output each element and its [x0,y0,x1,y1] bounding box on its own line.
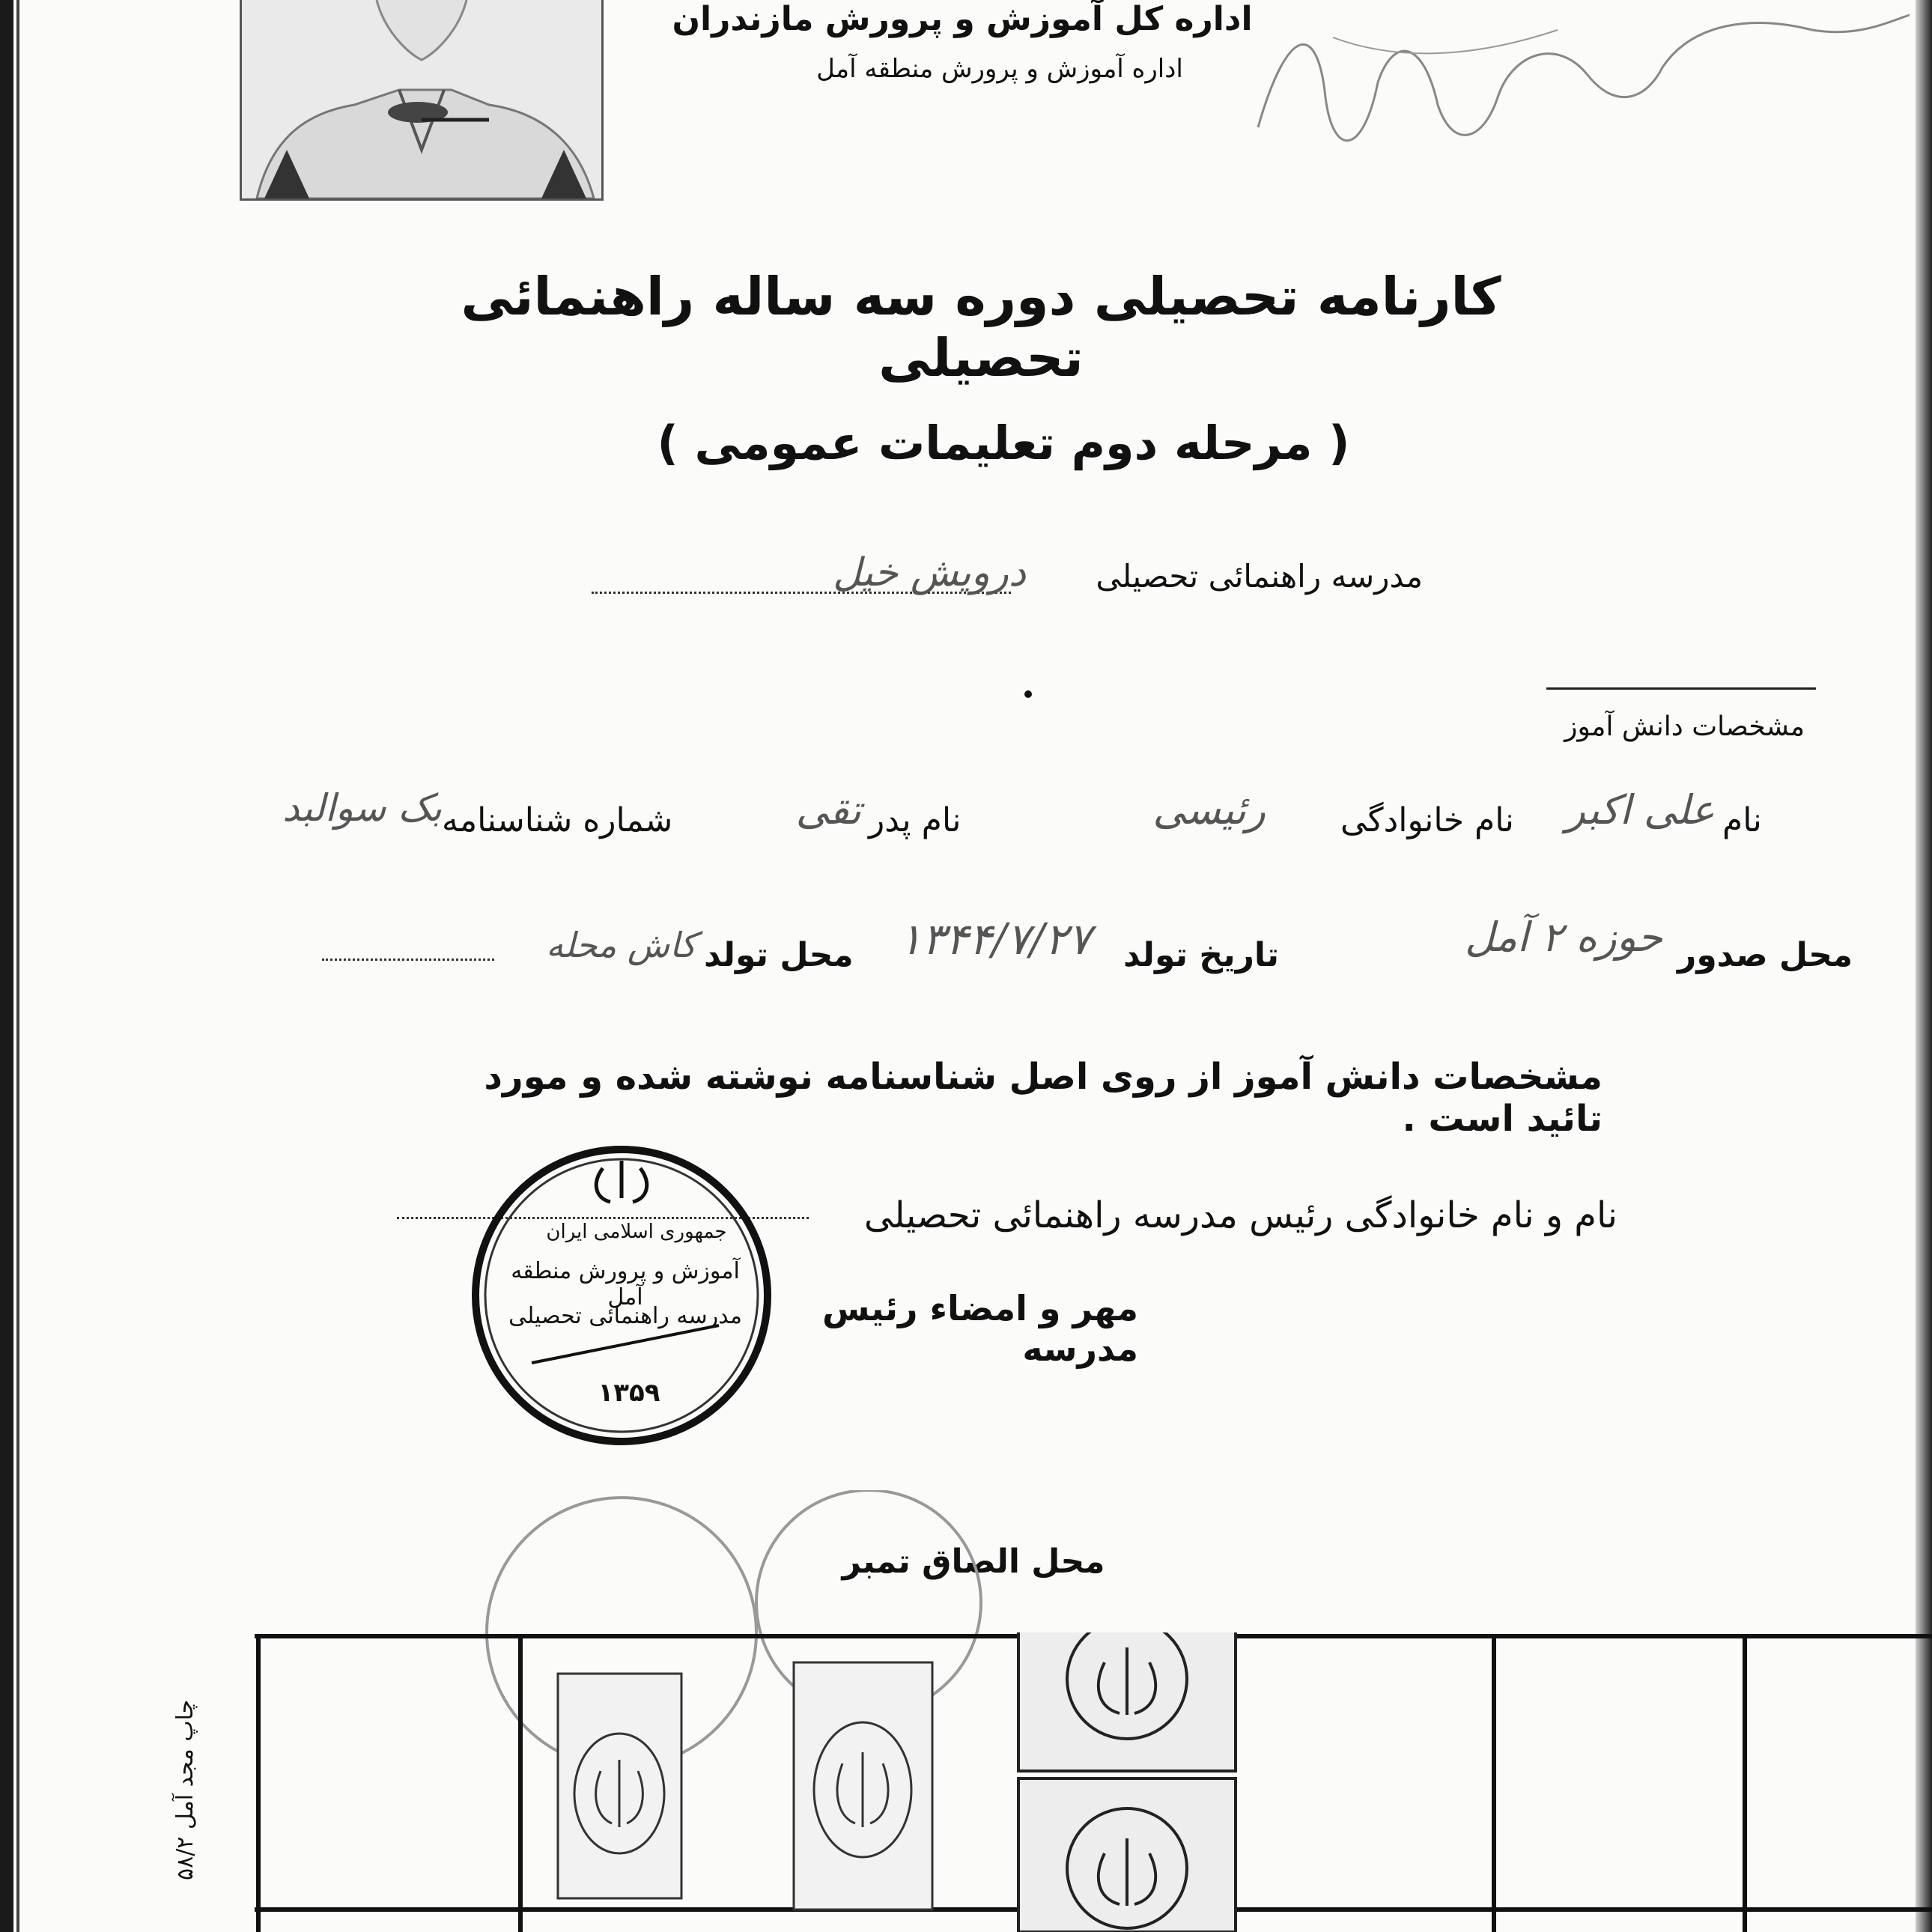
school-label: مدرسه راهنمائی تحصیلی [1096,558,1423,595]
handwriting-scribble [1243,7,1917,172]
birthdate-label: تاریخ تولد [1123,936,1279,974]
page-subtitle: ( مرحله دوم تعلیمات عمومی ) [657,416,1350,470]
name-value: علی اکبر [1565,786,1715,833]
family-value: رئیسی [1152,786,1266,833]
stamp-year: ۱۳۵۹ [598,1378,660,1408]
emblem-icon [596,1161,646,1202]
id-number-label: شماره شناسنامه [442,801,673,839]
birthdate-value: ۱۳۴۴/۷/۲۷ [899,914,1092,965]
father-label: نام پدر [869,801,962,839]
official-round-stamp [449,1138,794,1453]
father-value: تقی [795,786,861,833]
page-title: کارنامه تحصیلی دوره سه ساله راهنمائی تحصیلی [461,266,1501,389]
stamp-line-3: مدرسه راهنمائی تحصیلی [508,1303,742,1329]
revenue-stamp-icon [1018,1778,1236,1932]
school-value: درویش خیل [833,550,1026,595]
issue-place-label: محل صدور [1677,936,1853,974]
handwritten-note-top-right [1243,7,1917,172]
scan-edge-left [0,0,13,1932]
bullet-dot [1024,690,1032,698]
stamp-line-2: آموزش و پرورش منطقه آمل [511,1258,740,1310]
printer-code: چاپ مجد آمل ۵۸/۲ [172,1700,198,1881]
header-line-2: اداره آموزش و پرورش منطقه آمل [816,54,1183,84]
portrait-illustration [242,0,601,198]
section-overline [1546,687,1816,690]
header-line-1: اداره کل آموزش و پرورش مازندران [672,0,1253,38]
id-number-value: بک سوالبد [282,786,442,830]
scan-edge-left-inner [16,0,19,1932]
signature-label: مهر و امضاء رئیس مدرسه [821,1288,1138,1369]
revenue-stamp-icon [1018,1632,1236,1771]
stamp-line-1: جمهوری اسلامی ایران [546,1221,727,1243]
family-label: نام خانوادگی [1340,801,1514,839]
issue-place-value: حوزه ۲ آمل [1465,914,1662,961]
confirmation-statement: مشخصات دانش آموز از روی اصل شناسنامه نوشته شده و مورد تائید است . [484,1056,1603,1140]
student-section-label: مشخصات دانش آموز [1564,711,1805,742]
birthplace-label: محل تولد [704,936,854,974]
birthplace-underline [322,959,494,961]
revenue-stamp-grid [255,1632,1932,1932]
stamp-place-label: محل الصاق تمبر [842,1543,1105,1581]
name-label: نام [1722,801,1762,839]
portrait-photo [240,0,604,201]
birthplace-value: کاش محله [546,925,696,965]
principal-name-label: نام و نام خانوادگی رئیس مدرسه راهنمائی تحصیلی [863,1194,1617,1236]
revenue-stamp-icon [794,1662,932,1910]
revenue-stamp-icon [558,1674,681,1898]
